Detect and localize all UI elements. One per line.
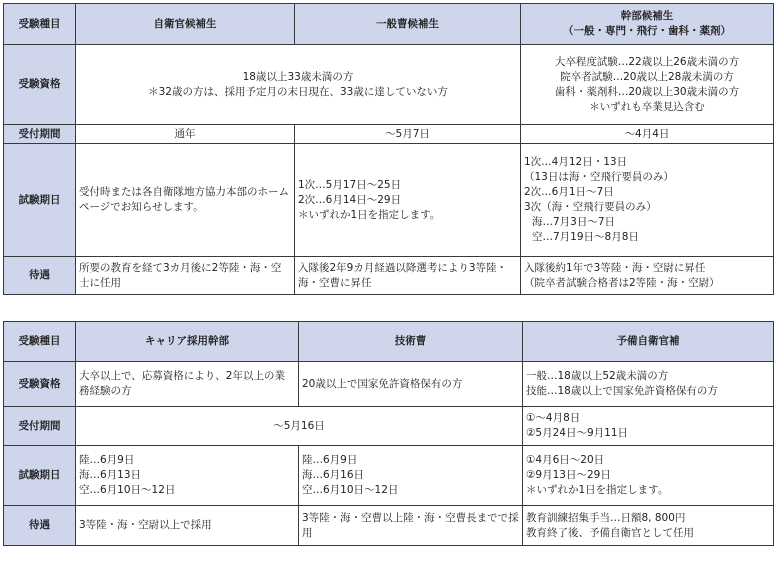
list-item: 海…6月13日 xyxy=(79,469,142,481)
list-item: 院卒者試験…20歳以上28歳未満の方 xyxy=(560,70,734,83)
period-ippan-so: 〜5月7日 xyxy=(295,125,521,144)
col-header-subtitle: （一般・専門・飛行・歯科・薬剤） xyxy=(563,25,731,37)
treatment-career: 3等陸・海・空尉以上で採用 xyxy=(76,506,299,546)
list-item: 2次…6月1日〜7日 xyxy=(524,186,614,198)
exam-table-1 xyxy=(3,3,774,295)
table-row-period xyxy=(4,125,774,144)
qualification-age-range: 18歳以上33歳未満の方 xyxy=(242,70,354,83)
qualification-kanbu xyxy=(521,45,774,125)
table-row-exam-date xyxy=(4,144,774,257)
table-row-qualification xyxy=(4,362,774,407)
list-item: 陸…6月9日 xyxy=(79,454,135,466)
qualification-merged-cell xyxy=(76,45,521,125)
list-item: ②9月13日〜29日 xyxy=(526,469,611,481)
exam-date-yobi xyxy=(523,446,774,506)
list-item: 1次…5月17日〜25日 xyxy=(298,178,402,191)
row-label-qualification: 受験資格 xyxy=(4,45,76,125)
col-header-yobi-jieikanho: 予備自衛官補 xyxy=(523,322,774,362)
qualification-career: 大卒以上で、応募資格により、2年以上の業務経験の方 xyxy=(76,362,299,407)
table-row-period xyxy=(4,407,774,446)
treatment-kanbu xyxy=(521,257,774,295)
treatment-ippan-so: 入隊後2年9カ月経過以降選考により3等陸・海・空曹に昇任 xyxy=(295,257,521,295)
row-label-exam-date: 試験期日 xyxy=(4,144,76,257)
exam-date-career xyxy=(76,446,299,506)
row-label-period: 受付期間 xyxy=(4,125,76,144)
col-header-title: 幹部候補生 xyxy=(620,10,674,22)
header-corner: 受験種目 xyxy=(4,322,76,362)
row-label-treatment: 待遇 xyxy=(4,257,76,295)
list-item: 陸…6月9日 xyxy=(302,454,358,466)
table-header-row xyxy=(4,322,774,362)
list-item: 技能…18歳以上で国家免許資格保有の方 xyxy=(526,385,718,397)
period-yobi xyxy=(523,407,774,446)
qualification-yobi xyxy=(523,362,774,407)
treatment-gijutsu: 3等陸・海・空曹以上陸・海・空曹長までで採用 xyxy=(299,506,523,546)
table-row-qualification xyxy=(4,45,774,125)
exam-date-jieikan: 受付時または各自衛隊地方協力本部のホームページでお知らせします。 xyxy=(76,144,295,257)
list-item: 空…7月19日〜8月8日 xyxy=(532,231,639,243)
qualification-gijutsu: 20歳以上で国家免許資格保有の方 xyxy=(299,362,523,407)
qualification-note: ＊32歳の方は、採用予定月の末日現在、33歳に達していない方 xyxy=(148,85,448,98)
list-item: ＊いずれも卒業見込含む xyxy=(589,100,705,113)
period-kanbu: 〜4月4日 xyxy=(521,125,774,144)
col-header-ippan-so-kohosei: 一般曹候補生 xyxy=(295,4,521,45)
period-jieikan: 通年 xyxy=(76,125,295,144)
table-row-exam-date xyxy=(4,446,774,506)
header-corner: 受験種目 xyxy=(4,4,76,45)
list-item: 1次…4月12日・13日 xyxy=(524,156,628,168)
list-item: 空…6月10日〜12日 xyxy=(302,484,399,496)
list-item: 歯科・薬剤科…20歳以上30歳未満の方 xyxy=(554,85,740,98)
row-label-qualification: 受験資格 xyxy=(4,362,76,407)
exam-date-gijutsu xyxy=(299,446,523,506)
list-item: 教育訓練招集手当…日額8, 800円 xyxy=(526,511,686,524)
list-item: ＊いずれか1日を指定します。 xyxy=(526,484,669,496)
col-header-jieikan-kohosei: 自衛官候補生 xyxy=(76,4,295,45)
list-item: 海…6月16日 xyxy=(302,469,365,481)
list-item: ＊いずれか1日を指定します。 xyxy=(298,208,441,221)
exam-date-kanbu xyxy=(521,144,774,257)
list-item: ①4月6日〜20日 xyxy=(526,454,605,466)
exam-date-ippan-so xyxy=(295,144,521,257)
row-label-period: 受付期間 xyxy=(4,407,76,446)
row-label-exam-date: 試験期日 xyxy=(4,446,76,506)
col-header-gijutsu-so: 技術曹 xyxy=(299,322,523,362)
list-item: ②5月24日〜9月11日 xyxy=(526,427,628,439)
list-item: 空…6月10日〜12日 xyxy=(79,484,176,496)
list-item: （院卒者試験合格者は2等陸・海・空尉） xyxy=(524,276,720,289)
period-merged-cell: 〜5月16日 xyxy=(76,407,523,446)
list-item: ①〜4月8日 xyxy=(526,412,581,424)
list-item: 3次（海・空飛行要員のみ） xyxy=(524,201,657,213)
table-header-row xyxy=(4,4,774,45)
col-header-career-kanbu: キャリア採用幹部 xyxy=(76,322,299,362)
exam-table-2 xyxy=(3,321,774,546)
list-item: 入隊後約1年で3等陸・海・空尉に昇任 xyxy=(524,261,706,274)
list-item: 大卒程度試験…22歳以上26歳未満の方 xyxy=(554,55,740,68)
list-item: 2次…6月14日〜29日 xyxy=(298,193,402,206)
col-header-kanbu-kohosei xyxy=(521,4,774,45)
list-item: 一般…18歳以上52歳未満の方 xyxy=(526,370,669,382)
table-row-treatment xyxy=(4,257,774,295)
table-row-treatment xyxy=(4,506,774,546)
treatment-yobi xyxy=(523,506,774,546)
list-item: （13日は海・空飛行要員のみ） xyxy=(524,171,674,183)
row-label-treatment: 待遇 xyxy=(4,506,76,546)
treatment-jieikan: 所要の教育を経て3カ月後に2等陸・海・空士に任用 xyxy=(76,257,295,295)
list-item: 教育終了後、予備自衛官として任用 xyxy=(526,526,694,539)
list-item: 海…7月3日〜7日 xyxy=(532,216,616,228)
